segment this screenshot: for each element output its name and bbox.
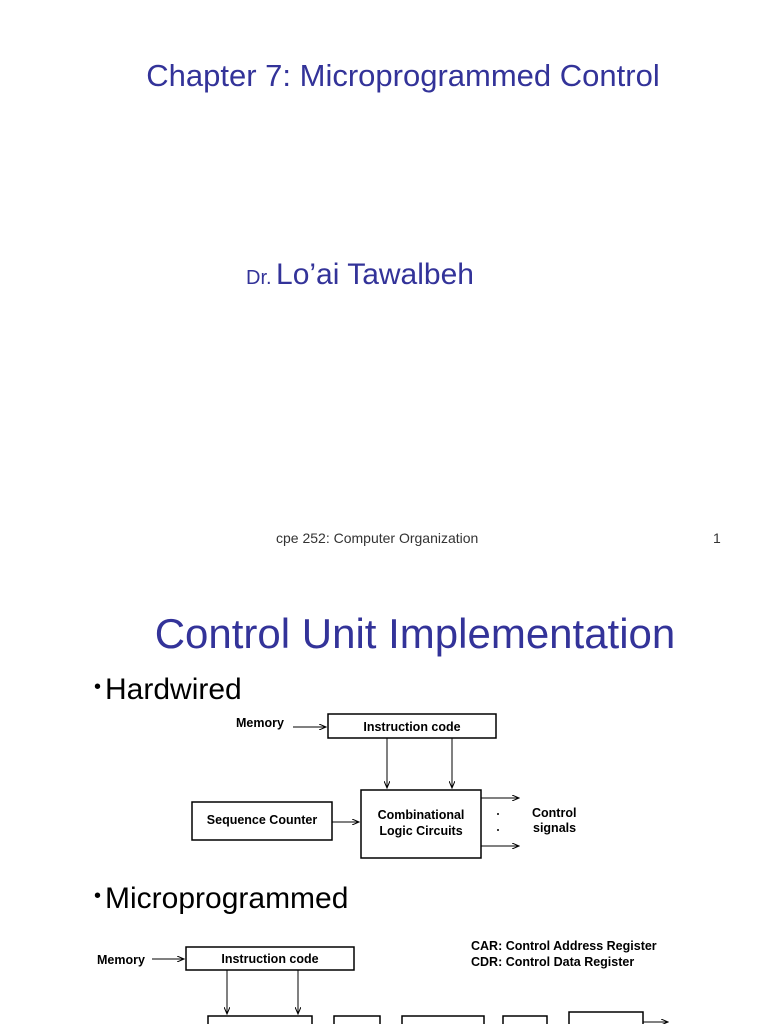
bullet-dot-icon: • <box>94 676 102 698</box>
bullet-text: Microprogrammed <box>105 882 349 915</box>
microprogrammed-diagram <box>97 939 668 1024</box>
partial-box <box>208 1016 312 1024</box>
bullet-dot-icon: • <box>94 885 102 907</box>
sequence-counter-label: Sequence Counter <box>206 813 318 827</box>
hardwired-diagram <box>192 714 576 858</box>
control-label-line1: Control <box>532 806 577 820</box>
ellipsis-dot <box>497 813 499 815</box>
ellipsis-dot <box>497 829 499 831</box>
page-number: 1 <box>713 530 721 546</box>
control-label-line2: signals <box>533 821 577 835</box>
slide-title: Chapter 7: Microprogrammed Control <box>146 58 660 93</box>
cdr-legend: CDR: Control Data Register <box>471 955 635 969</box>
memory-label: Memory <box>97 953 145 967</box>
comb-label-line1: Combinational <box>377 808 465 822</box>
partial-box <box>569 1012 643 1024</box>
partial-box <box>503 1016 547 1024</box>
instruction-code-label: Instruction code <box>363 720 461 734</box>
author-name: Lo’ai Tawalbeh <box>276 258 474 291</box>
control-unit-diagrams <box>0 576 768 1024</box>
partial-box <box>402 1016 484 1024</box>
slide-title: Control Unit Implementation <box>154 610 676 657</box>
memory-label: Memory <box>236 716 284 730</box>
car-legend: CAR: Control Address Register <box>471 939 657 953</box>
slide-2 <box>0 576 768 1024</box>
instruction-code-label: Instruction code <box>221 952 319 966</box>
bullet-text: Hardwired <box>105 673 242 706</box>
author-prefix: Dr. <box>246 267 272 289</box>
comb-label-line2: Logic Circuits <box>379 824 463 838</box>
footer-course: cpe 252: Computer Organization <box>276 530 479 546</box>
author <box>246 258 474 292</box>
partial-box <box>334 1016 380 1024</box>
